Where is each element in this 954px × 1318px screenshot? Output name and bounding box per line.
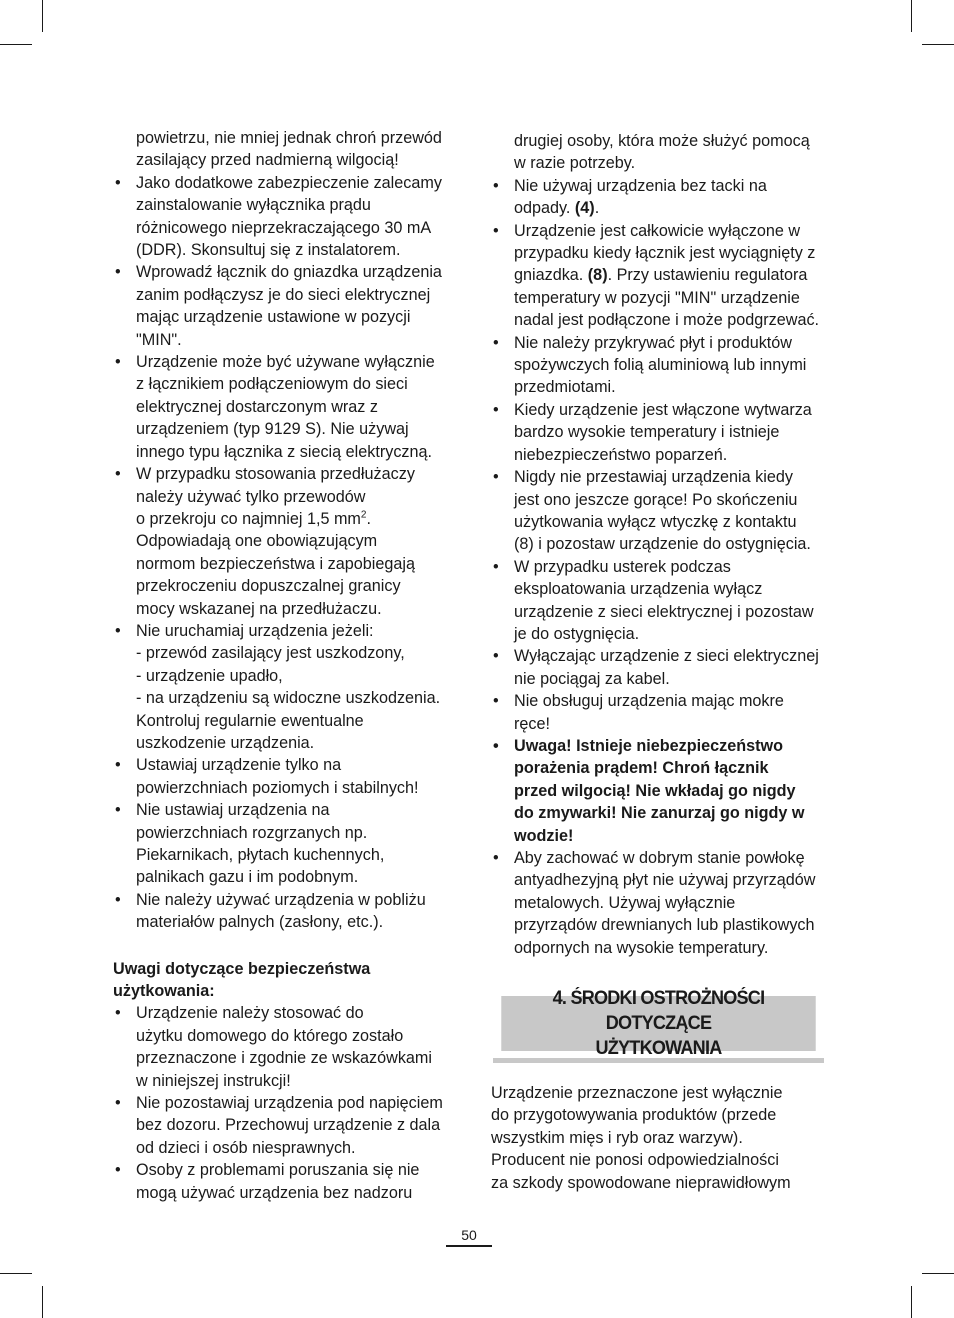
list-item: • Wprowadź łącznik do gniazdka urządzenia zanim podłączysz je do sieci elektrycznej mając urządzenie ustawione w pozycji "MIN". (113, 261, 453, 351)
list-item: • Jako dodatkowe zabezpieczenie zalecamy zainstalowanie wyłącznika prądu różnicowego nieprzekraczającego 30 mA (DDR). Skonsultuj się z instalatorem. (113, 172, 453, 262)
list-item: • Aby zachować w dobrym stanie powłokę antyadhezyjną płyt nie używaj przyrządów metalowych. Używaj wyłącznie przyrządów drewnianych lub plastikowych odpornych na wysokie temperatury. (491, 847, 827, 959)
safety-list-right (491, 130, 827, 959)
list-item: • Ustawiaj urządzenie tylko na powierzchniach poziomych i stabilnych! (113, 754, 453, 799)
list-item: • Nie należy przykrywać płyt i produktów spożywczych folią aluminiową lub innymi przedmiotami. (491, 332, 827, 399)
list-item: • Nie ustawiaj urządzenia na powierzchniach rozgrzanych np. Piekarnikach, płytach kuchennych, palnikach gazu i im podobnym. (113, 799, 453, 889)
list-item: • Kiedy urządzenie jest włączone wytwarza bardzo wysokie temperatury i istnieje niebezpieczeństwo poparzeń. (491, 399, 827, 466)
crop-mark (911, 1286, 912, 1318)
crop-mark (0, 44, 32, 45)
list-item: • Nie obsługuj urządzenia mając mokre ręce! (491, 690, 827, 735)
list-item-plug: • Urządzenie jest całkowicie wyłączone w przypadku kiedy łącznik jest wyciągnięty z gniazdka. (8). Przy ustawieniu regulatora temperatury w pozycji "MIN" urządzenie nadal jest podłączone i może podgrzewać. (491, 220, 827, 332)
crop-mark (42, 0, 43, 32)
list-item-electric-shock-warning: • Uwaga! Istnieje niebezpieczeństwo porażenia prądem! Chroń łącznik przed wilgocią! Nie wkładaj go nigdy do zmywarki! Nie zanurzaj go nigdy w wodzie! (491, 735, 827, 847)
list-item: • Nie pozostawiaj urządzenia pod napięciem bez dozoru. Przechowuj urządzenie z dala od dzieci i osób niesprawnych. (113, 1092, 453, 1159)
list-item: drugiej osoby, która może służyć pomocą w razie potrzeby. (514, 132, 810, 173)
crop-mark (911, 0, 912, 32)
left-column (113, 127, 453, 1204)
safety-list-top (113, 127, 453, 934)
list-item: • Nie uruchamiaj urządzenia jeżeli: - przewód zasilający jest uszkodzony, - urządzenie upadło, - na urządzeniu są widoczne uszkodzenia. Kontroluj regularnie ewentualne uszkodzenie urządzenia. (113, 620, 453, 754)
list-item-tray: • Nie używaj urządzenia bez tacki na odpady. (4). (491, 175, 827, 220)
list-item: powietrzu, nie mniej jednak chroń przewód zasilający przed nadmierną wilgocią! (136, 129, 442, 170)
list-item: • Osoby z problemami poruszania się nie mogą używać urządzenia bez nadzoru (113, 1159, 453, 1204)
crop-mark (922, 1273, 954, 1274)
crop-mark (922, 44, 954, 45)
list-item: • Nigdy nie przestawiaj urządzenia kiedy jest ono jeszcze gorące! Po skończeniu użytkowania wyłącz wtyczkę z kontaktu (8) i pozostaw urządzenie do ostygnięcia. (491, 466, 827, 556)
usage-safety-subheading: Uwagi dotyczące bezpieczeństwa użytkowania: (113, 959, 371, 1001)
page-number: 50 (461, 1227, 477, 1243)
list-item: • Urządzenie może być używane wyłącznie z łącznikiem podłączeniowym do sieci elektrycznej dostarczonym wraz z urządzeniem (typ 9129 S). Nie używaj innego typu łącznika z siecią elektryczną. (113, 351, 453, 463)
crop-mark (42, 1286, 43, 1318)
section-4 (491, 988, 827, 1194)
list-item: • Wyłączając urządzenie z sieci elektrycznej nie pociągaj za kabel. (491, 645, 827, 690)
page-number-rule (446, 1245, 492, 1247)
usage-list (113, 1002, 453, 1204)
section-intro-paragraph: Urządzenie przeznaczone jest wyłącznie do przygotowywania produktów (przede wszystkim mięs i ryb oraz warzyw). Producent nie ponosi odpowiedzialności za szkody spowodowane nieprawidłowym (491, 1084, 791, 1192)
list-item: • W przypadku usterek podczas eksploatowania urządzenia wyłącz urządzenie z sieci elektrycznej i pozostaw je do ostygnięcia. (491, 556, 827, 646)
crop-mark (0, 1273, 32, 1274)
section-heading: 4. ŚRODKI OSTROŻNOŚCI DOTYCZĄCE UŻYTKOWANIA (501, 996, 815, 1051)
list-item: • Nie należy używać urządzenia w pobliżu materiałów palnych (zasłony, etc.). (113, 889, 453, 934)
list-item-extension-cord: • W przypadku stosowania przedłużaczy należy używać tylko przewodów o przekroju co najmniej 1,5 $mm^2$. Odpowiadają one obowiązującym normom bezpieczeństwa i zapobiegają przekroczeniu dopuszczalnej granicy mocy wskazanej na przedłużaczu. (113, 463, 453, 620)
right-column (491, 130, 827, 1194)
list-item: • Urządzenie należy stosować do użytku domowego do którego zostało przeznaczone i zgodnie ze wskazówkami w niniejszej instrukcji! (113, 1002, 453, 1092)
